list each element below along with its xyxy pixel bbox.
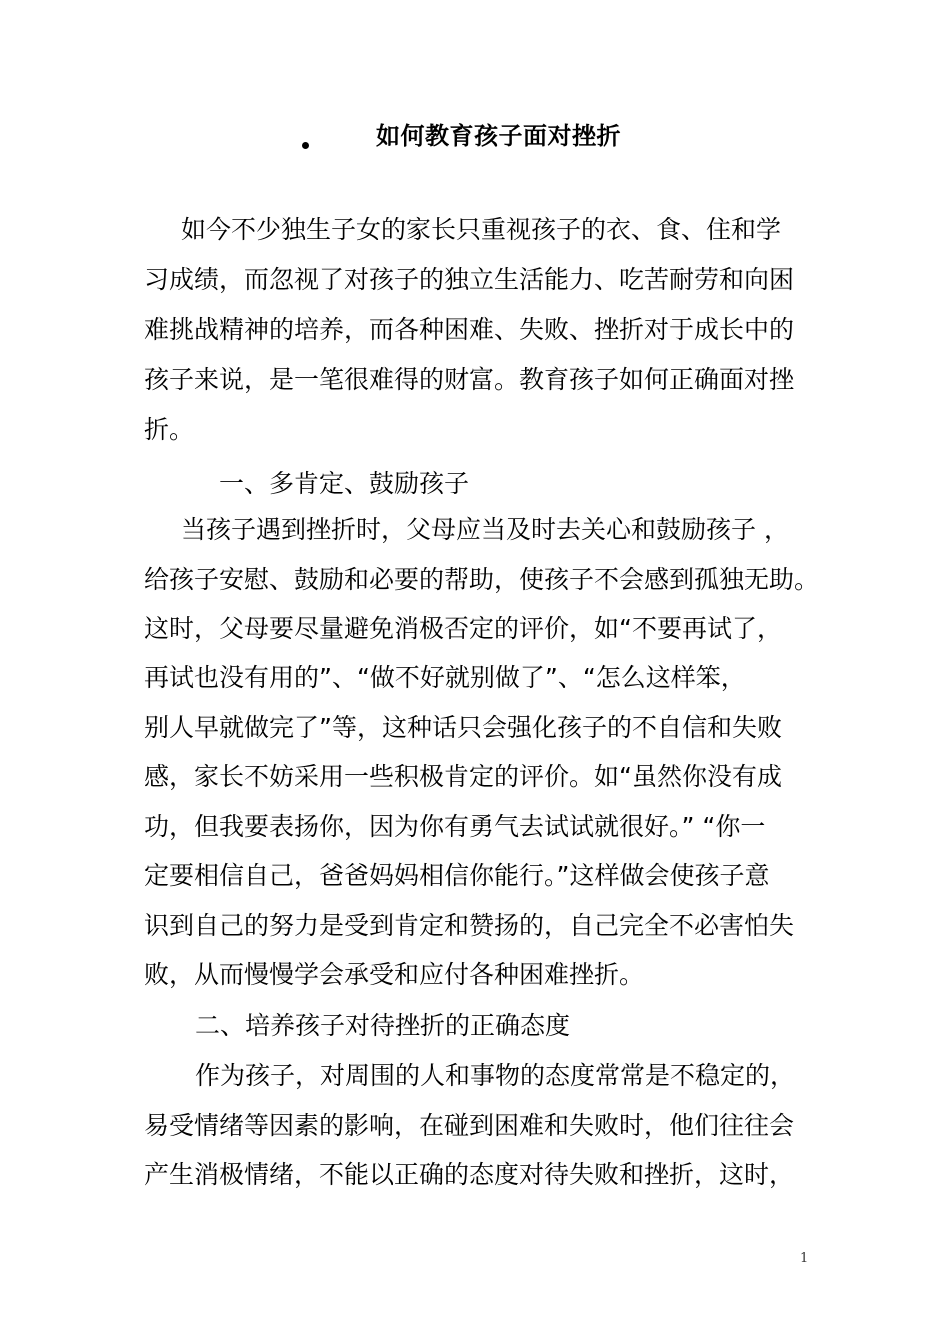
intro-line: 孩子来说，是一笔很难得的财富。教育孩子如何正确面对挫 bbox=[144, 365, 795, 394]
section-heading: 一、多肯定、鼓励孩子 bbox=[219, 469, 470, 498]
paragraph-line: 产生消极情绪，不能以正确的态度对待失败和挫折，这时， bbox=[144, 1160, 795, 1189]
paragraph-line: 定要相信自己，爸爸妈妈相信你能行。”这样做会使孩子意 bbox=[144, 861, 770, 890]
paragraph-line: 别人早就做完了”等，这种话只会强化孩子的不自信和失败 bbox=[144, 713, 782, 742]
paragraph-line: 再试也没有用的”、“做不好就别做了”、“怎么这样笨， bbox=[144, 663, 746, 692]
page-number: 1 bbox=[800, 1251, 809, 1266]
intro-line: 如今不少独生子女的家长只重视孩子的衣、食、住和学 bbox=[181, 215, 782, 244]
paragraph-line: 这时，父母要尽量避免消极否定的评价，如“不要再试了， bbox=[144, 614, 782, 643]
paragraph-line: 败，从而慢慢学会承受和应付各种困难挫折。 bbox=[144, 960, 645, 989]
intro-line: 习成绩，而忽视了对孩子的独立生活能力、吃苦耐劳和向困 bbox=[144, 265, 795, 294]
paragraph-line: 当孩子遇到挫折时，父母应当及时去关心和鼓励孩子 ， bbox=[181, 515, 789, 544]
intro-line: 难挑战精神的培养，而各种困难、失败、挫折对于成长中的 bbox=[144, 315, 795, 344]
bullet-dot bbox=[302, 142, 309, 149]
document-title: 如何教育孩子面对挫折 bbox=[376, 122, 621, 150]
section-heading: 二、培养孩子对待挫折的正确态度 bbox=[195, 1011, 571, 1040]
intro-line: 折。 bbox=[144, 415, 195, 444]
paragraph-line: 感，家长不妨采用一些积极肯定的评价。如“虽然你没有成 bbox=[144, 762, 782, 791]
paragraph-line: 给孩子安慰、鼓励和必要的帮助，使孩子不会感到孤独无助。 bbox=[144, 565, 820, 594]
paragraph-line: 作为孩子，对周围的人和事物的态度常常是不稳定的， bbox=[195, 1061, 796, 1090]
paragraph-line: 易受情绪等因素的影响，在碰到困难和失败时，他们往往会 bbox=[144, 1111, 795, 1140]
paragraph-line: 识到自己的努力是受到肯定和赞扬的，自己完全不必害怕失 bbox=[144, 911, 795, 940]
paragraph-line: 功，但我要表扬你，因为你有勇气去试试就很好。” “你一 bbox=[144, 812, 766, 841]
